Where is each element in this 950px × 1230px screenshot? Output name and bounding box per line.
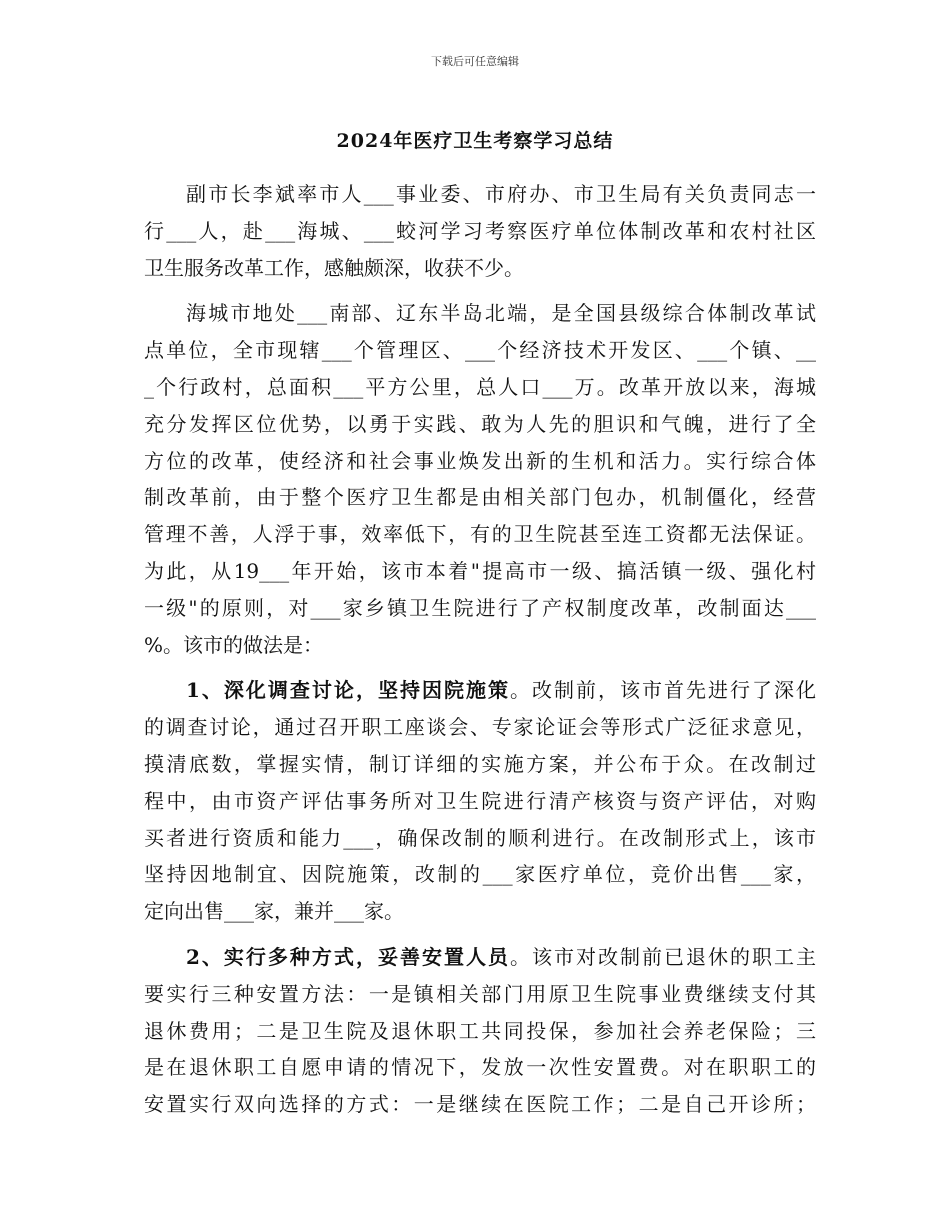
paragraph-intro bbox=[144, 176, 816, 286]
text-line: 安置实行双向选择的方式：一是继续在医院工作；二是自己开诊所； bbox=[144, 1092, 816, 1117]
paragraph-section-2 bbox=[144, 939, 816, 1123]
section-heading: 2、实行多种方式，妥善安置人员 bbox=[186, 944, 510, 969]
text-line: 充分发挥区位优势，以勇于实践、敢为人先的胆识和气魄，进行了全 bbox=[144, 411, 816, 436]
text-line: 要实行三种安置方法：一是镇相关部门用原卫生院事业费继续支付其 bbox=[144, 981, 816, 1006]
text-line: 买者进行资质和能力___，确保改制的顺利进行。在改制形式上，该市 bbox=[144, 825, 816, 850]
document-body bbox=[144, 176, 816, 1132]
text-line: 程中，由市资产评估事务所对卫生院进行清产核资与资产评估，对购 bbox=[144, 788, 816, 813]
text-line: 海城市地处___南部、辽东半岛北端，是全国县级综合体制改革试 bbox=[186, 301, 816, 326]
text-line: 摸清底数，掌握实情，制订详细的实施方案，并公布于众。在改制过 bbox=[144, 751, 816, 776]
text-line: 卫生服务改革工作，感触颇深，收获不少。 bbox=[144, 255, 524, 280]
section-heading: 1、深化调查讨论，坚持因院施策 bbox=[186, 678, 510, 703]
text-line: 点单位，全市现辖___个管理区、___个经济技术开发区、___个镇、__ bbox=[144, 338, 816, 363]
text-line: 坚持因地制宜、因院施策，改制的___家医疗单位，竞价出售___家， bbox=[144, 862, 816, 887]
document-title: 2024年医疗卫生考察学习总结 bbox=[336, 130, 614, 152]
text-span: 。改制前，该市首先进行了深化 bbox=[509, 678, 817, 703]
text-line bbox=[144, 672, 816, 709]
text-line: 一级"的原则，对___家乡镇卫生院进行了产权制度改革，改制面达___ bbox=[144, 595, 816, 620]
text-line: 为此，从19___年开始，该市本着"提高市一级、搞活镇一级、强化村 bbox=[144, 558, 816, 583]
text-line: %。该市的做法是： bbox=[144, 632, 324, 657]
text-line: 方位的改革，使经济和社会事业焕发出新的生机和活力。实行综合体 bbox=[144, 448, 816, 473]
paragraph-haicheng bbox=[144, 295, 816, 663]
text-line bbox=[144, 939, 816, 976]
text-line: 是在退休职工自愿申请的情况下，发放一次性安置费。对在职职工的 bbox=[144, 1055, 816, 1080]
text-line: _个行政村，总面积___平方公里，总人口___万。改革开放以来，海城 bbox=[144, 374, 816, 399]
text-line: 的调查讨论，通过召开职工座谈会、专家论证会等形式广泛征求意见， bbox=[144, 715, 816, 740]
header-note: 下载后可任意编辑 bbox=[431, 55, 519, 68]
text-line: 行___人，赴___海城、___蛟河学习考察医疗单位体制改革和农村社区 bbox=[144, 218, 816, 243]
text-line: 制改革前，由于整个医疗卫生都是由相关部门包办，机制僵化，经营 bbox=[144, 485, 816, 510]
text-span: 。该市对改制前已退休的职工主 bbox=[509, 944, 817, 969]
text-line: 管理不善，人浮于事，效率低下，有的卫生院甚至连工资都无法保证。 bbox=[144, 522, 816, 547]
text-line: 副市长李斌率市人___事业委、市府办、市卫生局有关负责同志一 bbox=[186, 182, 816, 206]
text-line: 定向出售___家，兼并___家。 bbox=[144, 899, 404, 924]
paragraph-section-1 bbox=[144, 672, 816, 930]
text-line: 退休费用；二是卫生院及退休职工共同投保，参加社会养老保险；三 bbox=[144, 1018, 816, 1043]
